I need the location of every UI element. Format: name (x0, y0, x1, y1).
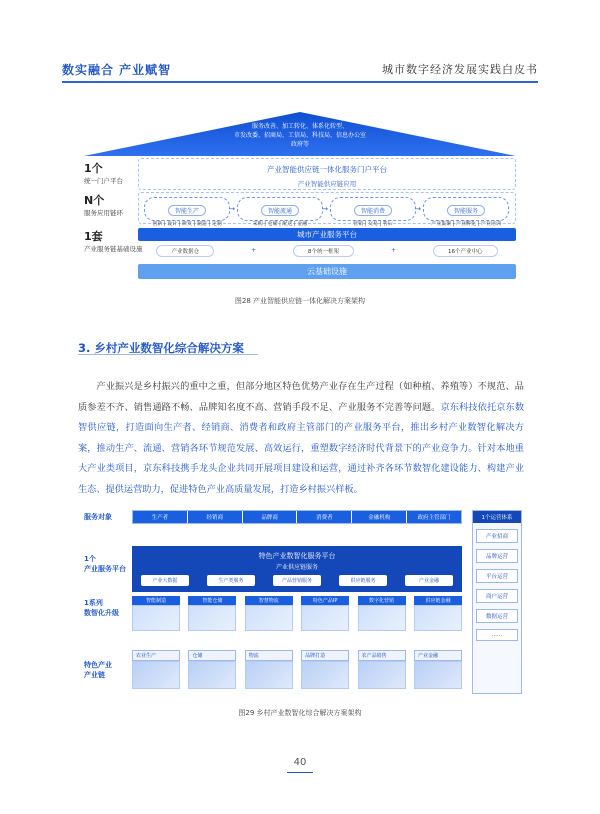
tile-image (188, 605, 236, 631)
chain-step: 农产品销售 (358, 650, 406, 689)
label-chain: 特色产业 产业链 (84, 661, 112, 679)
figure-29-caption: 图29 乡村产业数智化综合解决方案架构 (238, 709, 362, 717)
platform-title: 特色产业数智化服务平台 (258, 552, 336, 560)
platform-subtitle: 产业供应链服务 (275, 564, 318, 571)
operations-title: 1个运营体系 (473, 511, 521, 523)
page-number: 40 (293, 757, 307, 768)
chain-step: 产业金融 (414, 650, 462, 689)
arrow-right-icon: → (322, 205, 328, 213)
chain-image (414, 661, 462, 689)
row-label-apps: N个 服务应用链环 (84, 194, 123, 217)
platform-item: 产品营销服务 (273, 575, 321, 586)
upgrade-tile: 供应链金融 (414, 596, 462, 631)
upgrade-tile: 智慧物流 (245, 596, 293, 631)
operations-panel (472, 510, 522, 694)
service-box: 智能流通 采购 | 仓储 | 配送 | 金融 → (237, 197, 323, 221)
chip: 8个统一框架 (293, 245, 354, 257)
chain-image (245, 661, 293, 689)
object-item: 消费者 (297, 511, 352, 523)
row-label-infra: 1套 产业服务链基础设施 (84, 230, 143, 253)
tile-image (414, 605, 462, 631)
tile-image (301, 605, 349, 631)
chain-step: 物流 (245, 650, 293, 689)
arrow-right-icon: → (229, 205, 235, 213)
operations-item: 数据运营 (476, 609, 518, 623)
chip: 16个产业中心 (433, 245, 498, 257)
object-item: 政府主管部门 (407, 511, 461, 523)
object-item: 金融机构 (352, 511, 407, 523)
platform-item: 供应链服务 (339, 575, 387, 586)
chain-image (301, 661, 349, 689)
chain-step: 品牌打造 (301, 650, 349, 689)
figure-28-caption: 图28 产业智能供应链一体化解决方案架构 (234, 297, 366, 305)
portal-platform (138, 158, 516, 190)
figure-29 (84, 510, 522, 702)
tile-image (132, 605, 180, 631)
upgrade-tile: 特色产品IP (301, 596, 349, 631)
chain-step: 农业生产 (132, 650, 180, 689)
industry-chain (132, 650, 462, 689)
upgrade-tiles (132, 596, 462, 631)
object-item: 生产者 (133, 511, 188, 523)
chain-image (358, 661, 406, 689)
upgrade-tile: 智能仓储 (188, 596, 236, 631)
infra-chips (138, 244, 516, 257)
city-platform-bar: 城市产业服务平台 (138, 228, 516, 241)
chain-step: 仓储 (188, 650, 236, 689)
label-upgrade: 1系列 数智化升级 (84, 599, 119, 617)
header-right-title: 城市数字经济发展实践白皮书 (382, 63, 538, 76)
operations-item: 产业招商 (476, 529, 518, 543)
header-left-title: 数实融合 产业赋智 (62, 62, 172, 77)
arrow-right-icon: → (415, 205, 421, 213)
roof-text-2: 市发改委、招商局、工信局、科技局、信息办公室 (233, 132, 366, 139)
page-number-underline (287, 772, 313, 773)
operations-item: 品牌运营 (476, 549, 518, 563)
operations-item: 商户运营 (476, 589, 518, 603)
service-box: 智能服务 产业集聚 | 产业孵化 | 产业培训 (423, 197, 509, 221)
object-item: 品牌商 (243, 511, 298, 523)
paragraph-part-b: 京东科技依托京东数智供应链，打造面向生产者、经销商、消费者和政府主管部门的产业服务平台，推出乡村产业数智化解决方案，推动生产、流通、营销各环节规范发展、高效运行，重塑数字经济时代背景下的产业竞争力。针对本地重大产业类项目，京东科技携手龙头企业共同开展项目建设和运营，通过补齐各环节数智化建设能力、构建产业生态、提供运营助力，促进特色产业高质量发展，打造乡村振兴样板。 (78, 401, 525, 495)
platform-item: 生产类服务 (207, 575, 255, 586)
platform-item: 产业大数据 (141, 575, 189, 586)
portal-title: 产业智能供应链一体化服务门户平台 (267, 165, 387, 174)
tile-image (358, 605, 406, 631)
service-objects-bar (132, 510, 462, 524)
plus-icon: + (250, 247, 257, 254)
cloud-infra-bar: 云基础设施 (138, 264, 516, 279)
service-group (138, 192, 516, 227)
figure-28 (84, 112, 516, 284)
chain-image (132, 661, 180, 689)
body-paragraph (78, 377, 524, 500)
header-divider (62, 81, 538, 83)
roof-text-3: 政府等 (290, 141, 309, 148)
section-underline (78, 354, 258, 355)
service-box: 智能生产 创新 | 设计 | 研发 | 制造 | 定制 → (144, 197, 230, 221)
label-platform: 1个 产业服务平台 (84, 555, 126, 573)
section-title: 3. 乡村产业数智化综合解决方案 (78, 341, 244, 355)
label-objects: 服务对象 (84, 513, 112, 521)
upgrade-tile: 智能制造 (132, 596, 180, 631)
plus-icon: + (390, 247, 397, 254)
row-label-portal: 1个 统一门户平台 (84, 162, 123, 185)
portal-subtitle: 产业智能供应链应用 (297, 180, 357, 188)
operations-item: …… (476, 629, 518, 641)
tile-image (245, 605, 293, 631)
chip: 产业数据仓 (156, 245, 214, 257)
roof-text-1: 服务改善、加工转化、体系化转型、 (251, 123, 348, 130)
page-header (62, 60, 538, 78)
upgrade-tile: 数字化营销 (358, 596, 406, 631)
paragraph-part-a: 产业振兴是乡村振兴的重中之重，但部分地区特色优势产业存在生产过程（如种植、养殖等）不规范、品质参差不齐、销售通路不畅、品牌知名度不高、营销手段不足、产业服务不完善等问题。 (78, 381, 524, 413)
service-box: 智能消费 营销 | 交易 | 售后 → (330, 197, 416, 221)
chain-image (188, 661, 236, 689)
operations-item: 平台运营 (476, 569, 518, 583)
object-item: 经销商 (188, 511, 243, 523)
platform-box (132, 546, 462, 592)
platform-item: 产业金融 (405, 575, 453, 586)
